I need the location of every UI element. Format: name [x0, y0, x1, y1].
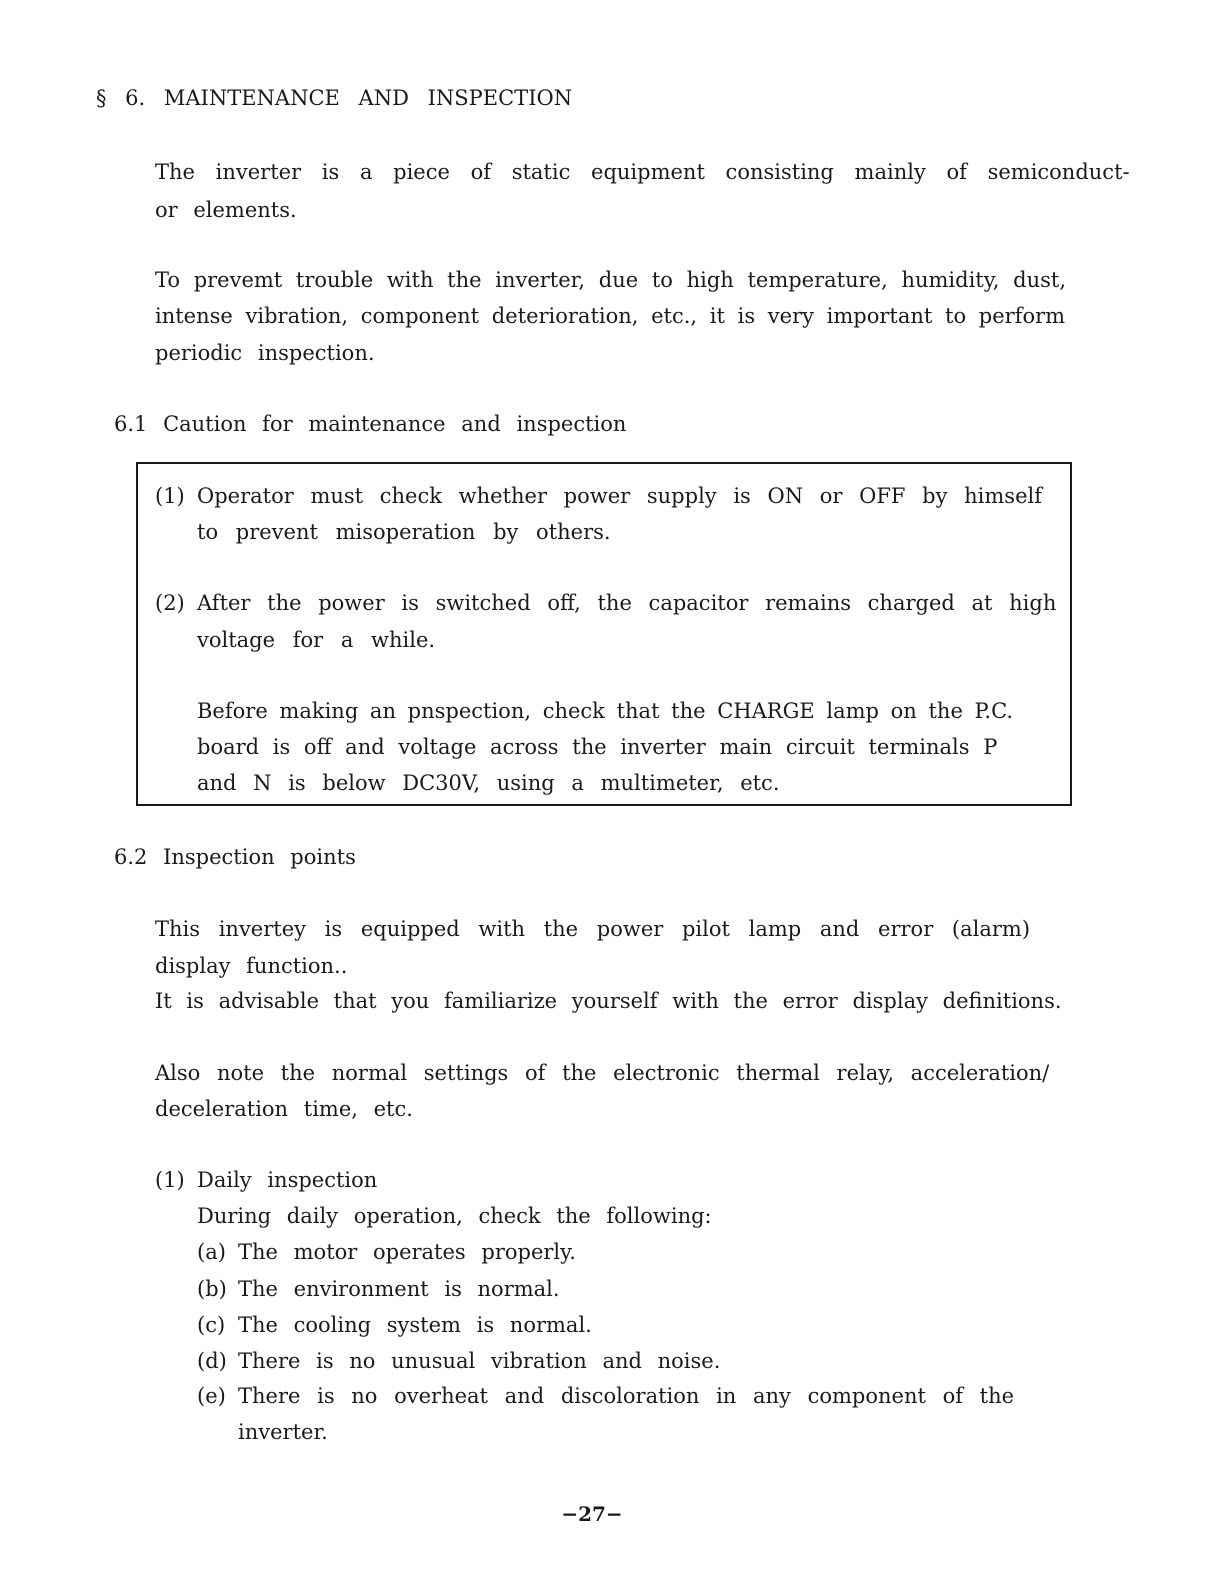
caution-item-1-number: (1): [155, 484, 185, 508]
section-title: § 6. MAINTENANCE AND INSPECTION: [96, 86, 573, 110]
daily-item-label: (c): [197, 1313, 226, 1337]
daily-item-text: There is no unusual vibration and noise.: [238, 1349, 721, 1373]
caution-heading: 6.1 Caution for maintenance and inspection: [114, 412, 627, 436]
daily-item-text: The motor operates properly.: [238, 1240, 576, 1264]
daily-inspection-intro: During daily operation, check the following:: [197, 1204, 712, 1228]
daily-item-label: (d): [197, 1349, 227, 1373]
intro-paragraph-1-line-2: or elements.: [155, 198, 297, 222]
caution-item-2-line-2: voltage for a while.: [197, 628, 436, 652]
inspection-paragraph-1-line-3: It is advisable that you familiarize yourself with the error display definitions.: [155, 989, 1062, 1013]
daily-item-text: There is no overheat and discoloration in any component of the: [238, 1384, 1015, 1408]
intro-paragraph-2-line-2: intense vibration, component deterioration, etc., it is very important to perform: [155, 304, 1066, 328]
inspection-paragraph-1-line-1: This invertey is equipped with the power pilot lamp and error (alarm): [155, 917, 1031, 941]
daily-item-text: The environment is normal.: [238, 1277, 560, 1301]
inspection-heading: 6.2 Inspection points: [114, 845, 356, 869]
daily-item-label: (b): [197, 1277, 227, 1301]
page-number: −27−: [561, 1502, 623, 1526]
daily-inspection-title: Daily inspection: [197, 1168, 378, 1192]
intro-paragraph-2-line-3: periodic inspection.: [155, 341, 375, 365]
caution-item-2-line-1: After the power is switched off, the capacitor remains charged at high: [197, 591, 1057, 615]
daily-item-label: (e): [197, 1384, 226, 1408]
caution-item-1-line-2: to prevent misoperation by others.: [197, 520, 611, 544]
inspection-paragraph-2-line-1: Also note the normal settings of the electronic thermal relay, acceleration/: [155, 1061, 1050, 1085]
caution-item-2-number: (2): [155, 591, 185, 615]
daily-item-e-continuation: inverter.: [238, 1420, 328, 1444]
daily-item-text: The cooling system is normal.: [238, 1313, 592, 1337]
intro-paragraph-1-line-1: The inverter is a piece of static equipment consisting mainly of semiconduct-: [155, 160, 1130, 184]
caution-item-2-line-4: board is off and voltage across the inverter main circuit terminals P: [197, 735, 998, 759]
intro-paragraph-2-line-1: To prevemt trouble with the inverter, due to high temperature, humidity, dust,: [155, 268, 1067, 292]
inspection-paragraph-2-line-2: deceleration time, etc.: [155, 1097, 413, 1121]
daily-item-label: (a): [197, 1240, 226, 1264]
inspection-paragraph-1-line-2: display function..: [155, 954, 348, 978]
caution-item-2-line-3: Before making an pnspection, check that the CHARGE lamp on the P.C.: [197, 699, 1014, 723]
caution-item-1-line-1: Operator must check whether power supply is ON or OFF by himself: [197, 484, 1042, 508]
caution-item-2-line-5: and N is below DC30V, using a multimeter, etc.: [197, 771, 780, 795]
daily-inspection-number: (1): [155, 1168, 185, 1192]
